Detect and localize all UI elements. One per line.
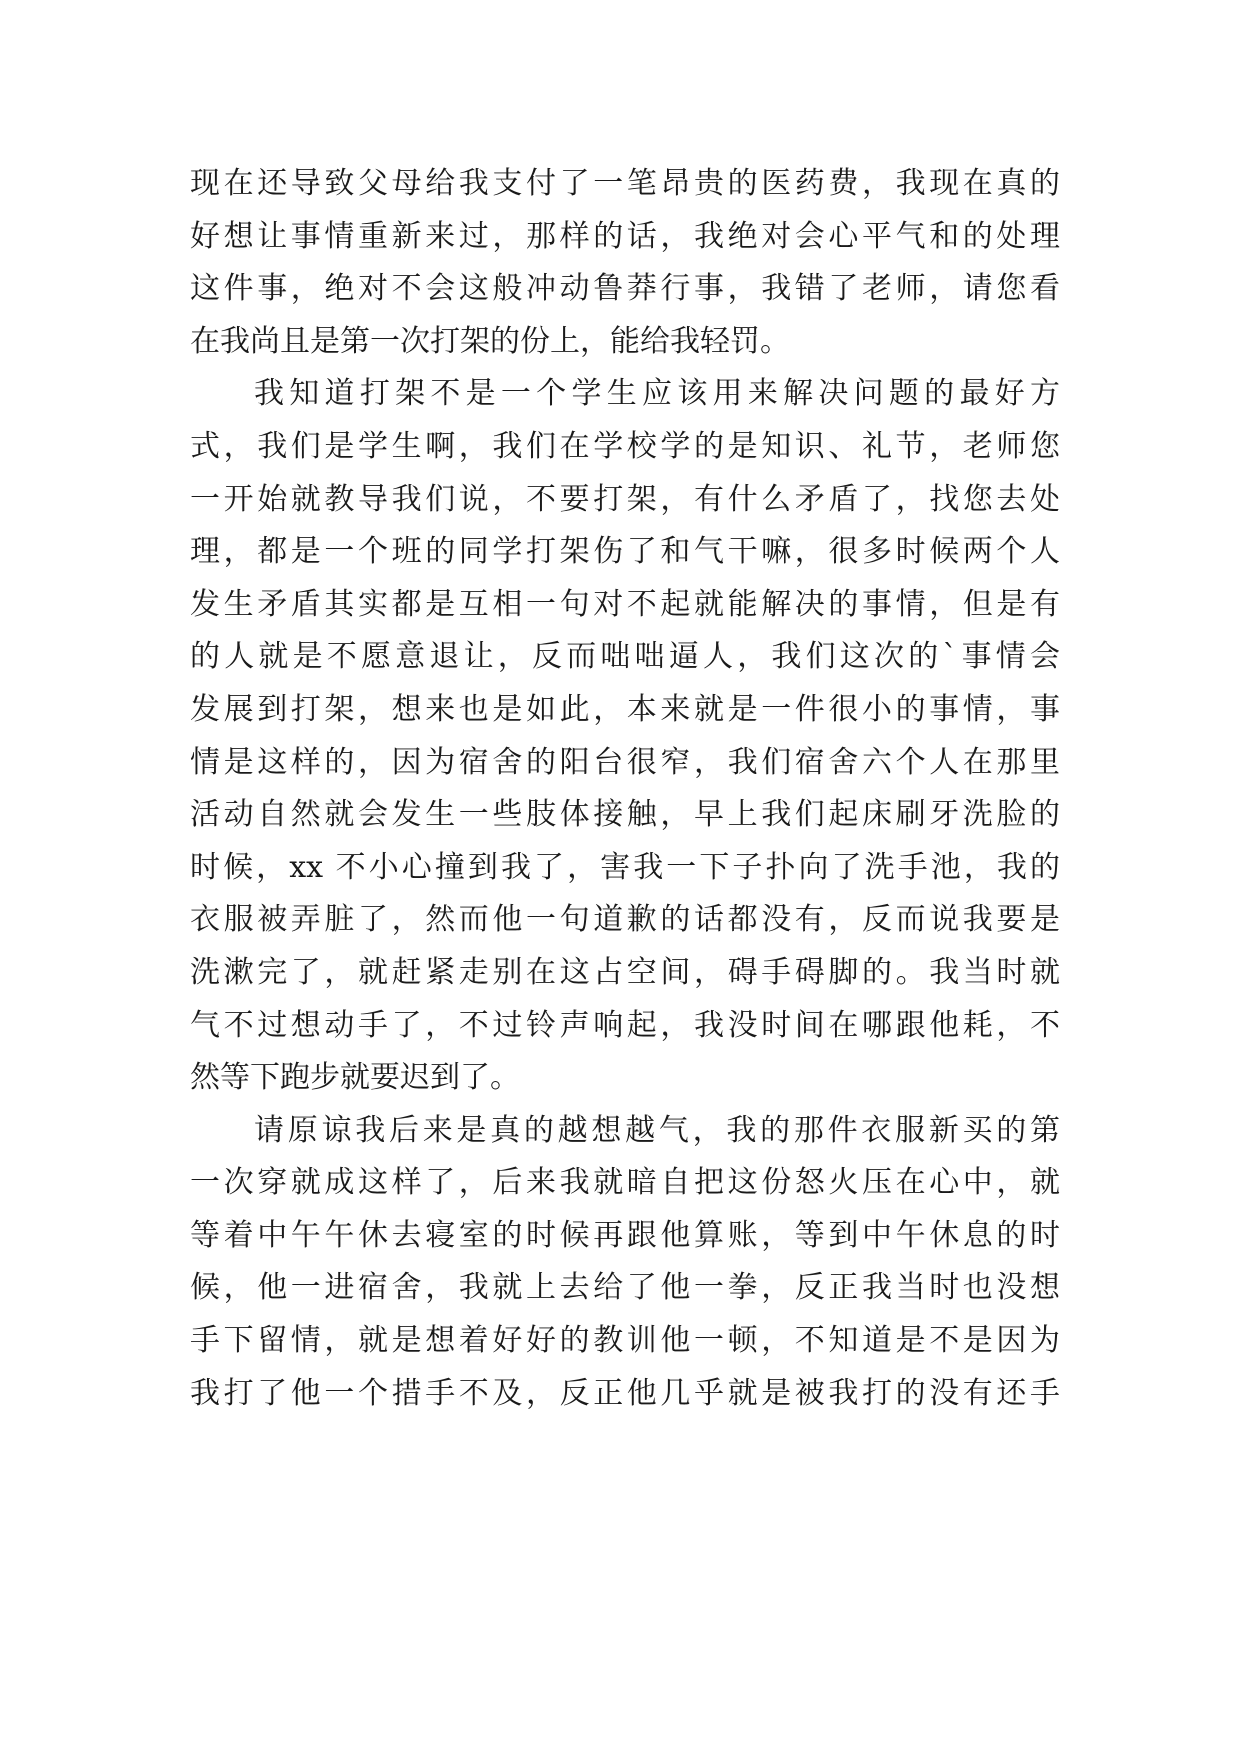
text-line: 活动自然就会发生一些肢体接触，早上我们起床刷牙洗脸的: [190, 797, 1060, 833]
text-line: 发生矛盾其实都是互相一句对不起就能解决的事情，但是有: [190, 586, 1060, 622]
text-line: 我打了他一个措手不及，反正他几乎就是被我打的没有还手: [190, 1375, 1060, 1411]
text-line: 情是这样的，因为宿舍的阳台很窄，我们宿舍六个人在那里: [190, 744, 1060, 780]
text-line: 这件事，绝对不会这般冲动鲁莽行事，我错了老师，请您看: [190, 271, 1060, 307]
text-line: 在我尚且是第一次打架的份上，能给我轻罚。: [190, 323, 790, 359]
text-line: 手下留情，就是想着好好的教训他一顿，不知道是不是因为: [190, 1323, 1060, 1359]
text-line: 然等下跑步就要迟到了。: [190, 1060, 520, 1096]
text-line: 气不过想动手了，不过铃声响起，我没时间在哪跟他耗，不: [190, 1007, 1060, 1043]
text-line: 一次穿就成这样了，后来我就暗自把这份怒火压在心中，就: [190, 1165, 1060, 1201]
text-line: 洗漱完了，就赶紧走别在这占空间，碍手碍脚的。我当时就: [190, 954, 1060, 990]
text-line: 请原谅我后来是真的越想越气，我的那件衣服新买的第: [254, 1112, 1060, 1148]
text-line: 时候，xx 不小心撞到我了，害我一下子扑向了洗手池，我的: [190, 849, 1060, 885]
text-line: 等着中午午休去寝室的时候再跟他算账，等到中午休息的时: [190, 1217, 1060, 1253]
document-body: [190, 158, 1060, 1420]
text-line: 理，都是一个班的同学打架伤了和气干嘛，很多时候两个人: [190, 534, 1060, 570]
text-line: 候，他一进宿舍，我就上去给了他一拳，反正我当时也没想: [190, 1270, 1060, 1306]
text-line: 我知道打架不是一个学生应该用来解决问题的最好方: [254, 376, 1060, 412]
text-line: 的人就是不愿意退让，反而咄咄逼人，我们这次的`事情会: [190, 639, 1060, 675]
text-line: 一开始就教导我们说，不要打架，有什么矛盾了，找您去处: [190, 481, 1060, 517]
text-line: 衣服被弄脏了，然而他一句道歉的话都没有，反而说我要是: [190, 902, 1060, 938]
text-line: 现在还导致父母给我支付了一笔昂贵的医药费，我现在真的: [190, 166, 1060, 201]
text-line: 好想让事情重新来过，那样的话，我绝对会心平气和的处理: [190, 218, 1060, 254]
text-line: 发展到打架，想来也是如此，本来就是一件很小的事情，事: [190, 691, 1060, 727]
text-line: 式，我们是学生啊，我们在学校学的是知识、礼节，老师您: [190, 428, 1060, 464]
